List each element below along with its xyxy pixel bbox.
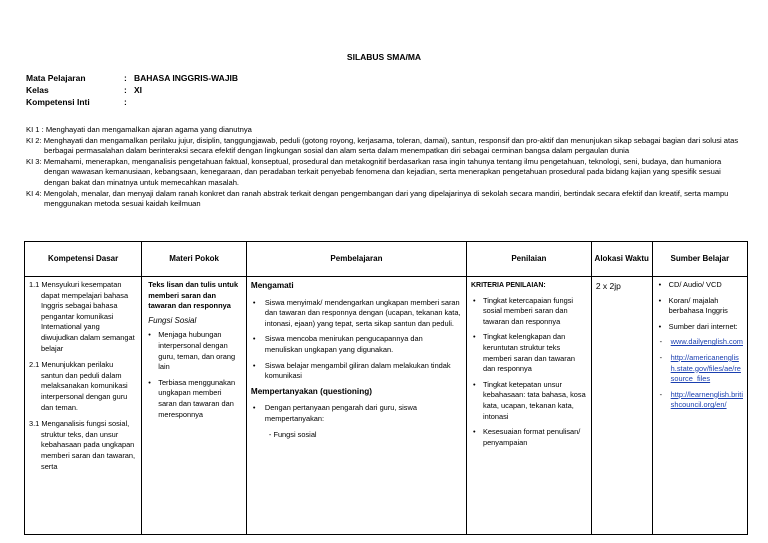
header-kompetensi-dasar: Kompetensi Dasar [25, 242, 142, 277]
meta-sep: : [124, 85, 127, 95]
pb-item: • Siswa belajar mengambil giliran dalam melakukan tindak komunikasi [251, 361, 462, 382]
table-header-row [25, 242, 748, 277]
header-penilaian: Penilaian [466, 242, 591, 277]
meta-row-core-competence [26, 96, 238, 108]
header-alokasi-waktu: Alokasi Waktu [591, 242, 652, 277]
syllabus-table [24, 241, 748, 535]
ki-4: KI 4: Mengolah, menalar, dan menyaji dalam ranah konkret dan ranah abstrak terkait dengan pengembangan dari yang dipelajarinya di sekolah secara mandiri, bertindak secara efektif dan kreatif, serta mampu menggunakan metoda sesuai kaidah keilmuan [26, 188, 729, 209]
pb-item: • Siswa mencoba menirukan pengucapannya dan menuliskan ungkapan yang digunakan. [251, 334, 462, 355]
meta-key: Mata Pelajaran [26, 73, 86, 83]
cell-kompetensi-dasar [25, 277, 142, 535]
meta-row-subject [26, 72, 238, 84]
meta-key: Kompetensi Inti [26, 97, 90, 107]
cell-penilaian [466, 277, 591, 535]
mp-subheading: Fungsi Sosial [148, 315, 197, 325]
time-allocation: 2 x 2jp [595, 281, 621, 291]
ki-3: KI 3: Memahami, menerapkan, menganalisis pengetahuan faktual, konseptual, prosedural dan metakognitif berdasarkan rasa ingin tahunya tentang ilmu pengetahuan, teknologi, seni, budaya, dan humaniora dengan wawasan kemanusiaan, kebangsaan, kenegaraan, dan peradaban terkait penyebab fenomena dan kejadian, serta menerapkan pengetahuan prosedural pada bidang kajian yang spesifik sesuai dengan bakat dan minatnya untuk memecahkan masalah. [26, 156, 722, 187]
cell-pembelajaran [246, 277, 466, 535]
meta-row-class [26, 84, 238, 96]
resource-link[interactable]: http://americanenglish.state.gov/files/ae/resource_files [670, 352, 741, 384]
core-competence-list [26, 125, 742, 210]
syllabus-meta [26, 72, 238, 108]
meta-value: BAHASA INGGRIS-WAJIB [134, 73, 239, 83]
pb-item: • Siswa menyimak/ mendengarkan ungkapan memberi saran dan tawaran dan responnya dengan (ucapan, tekanan kata, intonasi, ejaan) yang tepat, serta sikap santun dan peduli. [251, 298, 462, 330]
ki-1: KI 1 : Menghayati dan mengamalkan ajaran agama yang dianutnya [26, 125, 252, 134]
pb-subitem-text: Fungsi sosial [273, 429, 317, 439]
pb-heading-mengamati: Mengamati [250, 281, 294, 290]
pn-item: • Tingkat ketepatan unsur kebahasaan: tata bahasa, kosa kata, ucapan, tekanan kata, intonasi [471, 380, 587, 422]
table-row [25, 277, 748, 535]
header-materi-pokok: Materi Pokok [142, 242, 247, 277]
resource-link[interactable]: http://learnenglish.britishcouncil.org/en/ [670, 389, 743, 410]
pb-item: • Dengan pertanyaan pengarah dari guru, siswa mempertanyakan: [251, 403, 462, 424]
mp-item: • Terbiasa menggunakan ungkapan memberi saran dan tawaran dan meresponnya [146, 378, 242, 420]
pn-item: • Kesesuaian format penulisan/ penyampaian [471, 427, 587, 448]
meta-sep: : [124, 73, 127, 83]
kd-item: 1.1 Mensyukuri kesempatan dapat mempelajari bahasa Inggris sebagai bahasa pengantar komunikasi International yang diwujudkan dalam semangat belajar [29, 280, 135, 353]
header-pembelajaran: Pembelajaran [246, 242, 466, 277]
cell-sumber-belajar [652, 277, 747, 535]
meta-key: Kelas [26, 85, 49, 95]
header-sumber-belajar: Sumber Belajar [652, 242, 747, 277]
pn-heading: KRITERIA PENILAIAN: [470, 282, 546, 289]
sb-item: • Koran/ majalah berbahasa Inggris [657, 296, 743, 317]
meta-value: XI [134, 85, 143, 95]
mp-heading: Teks lisan dan tulis untuk memberi saran dan tawaran dan responnya [148, 280, 239, 311]
sb-item: • Sumber dari internet: [657, 322, 743, 333]
document-title: SILABUS SMA/MA [346, 52, 422, 62]
ki-2: KI 2: Menghayati dan mengamalkan perilaku jujur, disiplin, tanggungjawab, peduli (gotong royong, kerjasama, toleran, damai), santun, responsif dan pro-aktif dan menunjukan sikap sebagai bagian dari solusi atas berbagai permasalahan dalam berinteraksi secara efektif dengan lingkungan sosial dan alam serta dalam menempatkan diri sebagai cerminan bangsa dalam pergaulan dunia [26, 135, 739, 156]
mp-item: • Menjaga hubungan interpersonal dengan guru, teman, dan orang lain [146, 330, 242, 372]
pn-item: • Tingkat kelengkapan dan keruntutan struktur teks memberi saran dan tawaran dan responnya [471, 332, 587, 374]
meta-sep: : [124, 97, 127, 107]
pn-item: • Tingkat ketercapaian fungsi sosial memberi saran dan tawaran dan responnya [471, 296, 587, 328]
cell-materi-pokok [142, 277, 247, 535]
pb-subitem: - Fungsi sosial [268, 429, 317, 439]
kd-item: 3.1 Menganalisis fungsi sosial, struktur teks, dan unsur kebahasaan pada ungkapan memberi saran dan tawaran, serta [29, 419, 136, 471]
kd-item: 2.1 Menunjukkan perilaku santun dan peduli dalam melaksanakan komunikasi interpersonal dengan guru dan teman. [29, 360, 128, 412]
resource-link[interactable]: www.dailyenglish.com [670, 337, 743, 347]
sb-item: • CD/ Audio/ VCD [657, 280, 743, 291]
cell-alokasi-waktu [591, 277, 652, 535]
pb-heading-questioning: Mempertanyakan (questioning) [250, 386, 372, 396]
